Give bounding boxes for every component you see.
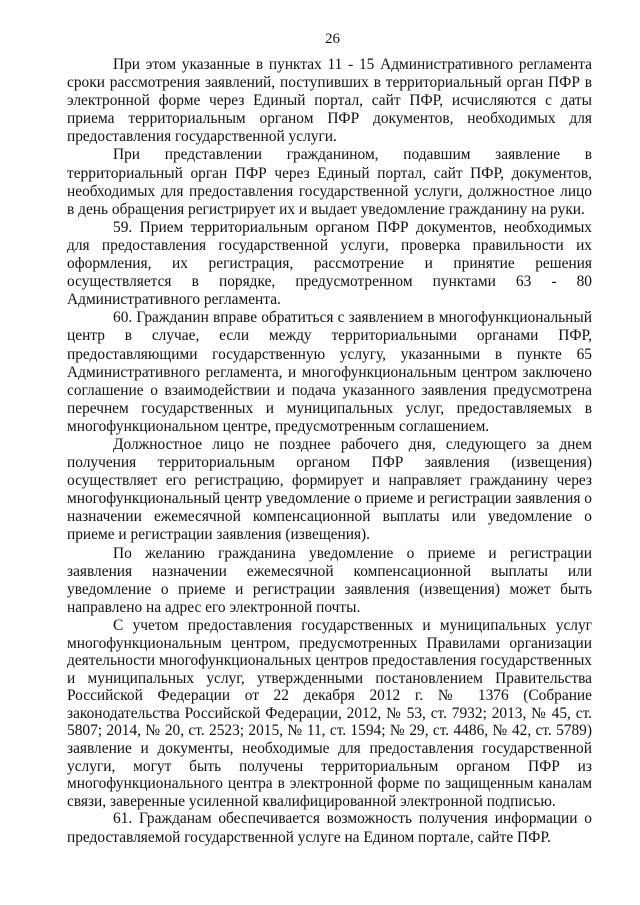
paragraph-registration-deadline: Должностное лицо не позднее рабочего дня, следующего за днем получения территориальным органом ПФР заявления (извещения) осуществляет его регистрацию, формирует и направляет гражданину через многофункциональный центр уведомление о приеме и регистрации заявления о назначении ежемесячной компенсационной выплаты или уведомление о приеме и регистрации заявления (извещения). [67,435,592,544]
paragraph-email-notification: По желанию гражданина уведомление о приеме и регистрации заявления назначении ежемесячной компенсационной выплаты или уведомление о приеме и регистрации заявления (извещения) может быть направлено на адрес его электронной почты. [67,544,592,616]
paragraph-item-59: 59. Прием территориальным органом ПФР документов, необходимых для предоставления государственной услуги, проверка правильности их оформления, их регистрация, рассмотрение и принятие решения осуществляется в порядке, предусмотренном пунктами 63 - 80 Административного регламента. [67,218,592,309]
paragraph-processing-terms: При этом указанные в пунктах 11 - 15 Административного регламента сроки рассмотрения заявлений, поступивших в территориальный орган ПФР в электронной форме через Единый портал, сайт ПФР, исчисляются с даты приема территориальным органом ПФР документов, необходимых для предоставления государственной услуги. [67,56,592,146]
paragraph-item-60: 60. Гражданин вправе обратиться с заявлением в многофункциональный центр в случае, если между территориальными органами ПФР, предоставляющими государственную услугу, указанными в пункте 65 Административного регламента, и многофункциональным центром заключено соглашение о взаимодействии и подача указанного заявления предусмотрена перечнем государственных и муниципальных услуг, предоставляемых в многофункциональном центре, предусмотренным соглашением. [67,309,592,435]
paragraph-mfc-rules: С учетом предоставления государственных и муниципальных услуг многофункциональным центром, предусмотренных Правилами организации деятельности многофункциональных центров предоставления государственных и муниципальных услуг, утвержденными постановлением Правительства Российской Федерации от 22 декабря 2012 г. № 1376 (Собрание законодательства Российской Федерации, 2012, № 53, ст. 7932; 2013, № 45, ст. 5807; 2014, № 20, ст. 2523; 2015, № 11, ст. 1594; № 29, ст. 4486, № 42, ст. 5789) заявление и документы, необходимые для предоставления государственной услуги, могут быть получены территориальным органом ПФР из многофункционального центра в электронной форме по защищенным каналам связи, заверенные усиленной квалифицированной электронной подписью. [67,616,592,810]
page-number: 26 [325,31,340,47]
paragraph-document-submission: При представлении гражданином, подавшим заявление в территориальный орган ПФР через Единый портал, сайт ПФР, документов, необходимых для предоставления государственной услуги, должностное лицо в день обращения регистрирует их и выдает уведомление гражданину на руки. [67,146,592,218]
paragraph-item-61: 61. Гражданам обеспечивается возможность получения информации о предоставляемой государственной услуге на Едином портале, сайте ПФР. [67,810,592,846]
